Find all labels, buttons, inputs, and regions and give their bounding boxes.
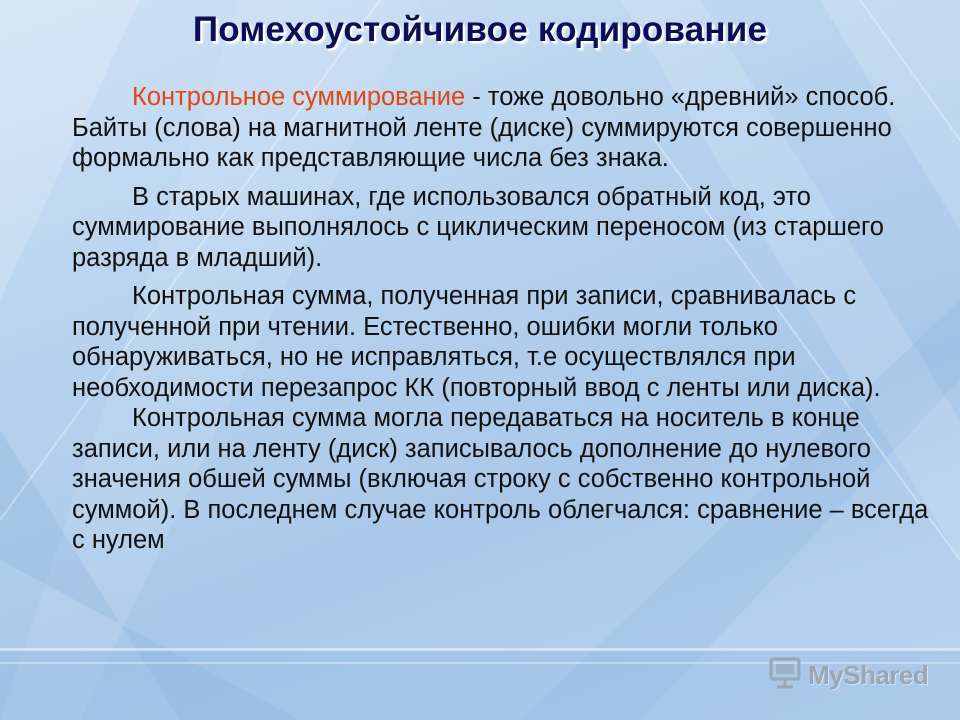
highlight-term: Контрольное суммирование [132,83,466,111]
paragraph-1-text: - тоже довольно «древний» способ. Байты (слова) на магнитной ленте (диске) суммируются совершенно формально как представляющие числа без знака. [72,83,896,172]
slide-title: Помехоустойчивое кодирование [192,10,768,49]
myshared-watermark [768,657,928,693]
presentation-board-icon [768,656,802,695]
paragraph-3: Контрольная сумма, полученная при записи, сравнивалась с полученной при чтении. Естественно, ошибки могли только обнаруживаться, но не исправляться, т.е осуществлялся при необходимости перезапрос КК (повторный ввод с ленты или диска). [72,282,881,402]
paragraph-1 [72,82,942,174]
paragraph-2: В старых машинах, где использовался обратный код, это суммирование выполнялось с циклическим переносом (из старшего разряда в младший). [72,182,884,272]
watermark-text: MyShared [808,659,929,690]
paragraph-4: Контрольная сумма могла передаваться на носитель в конце записи, или на ленту (диск) записывалось дополнение до нулевого значения обшей суммы (включая строку с собственно контрольной суммой). В последнем случае контроль облегчался: сравнение – всегда с нулем [72,404,929,554]
slide-body [72,82,942,556]
